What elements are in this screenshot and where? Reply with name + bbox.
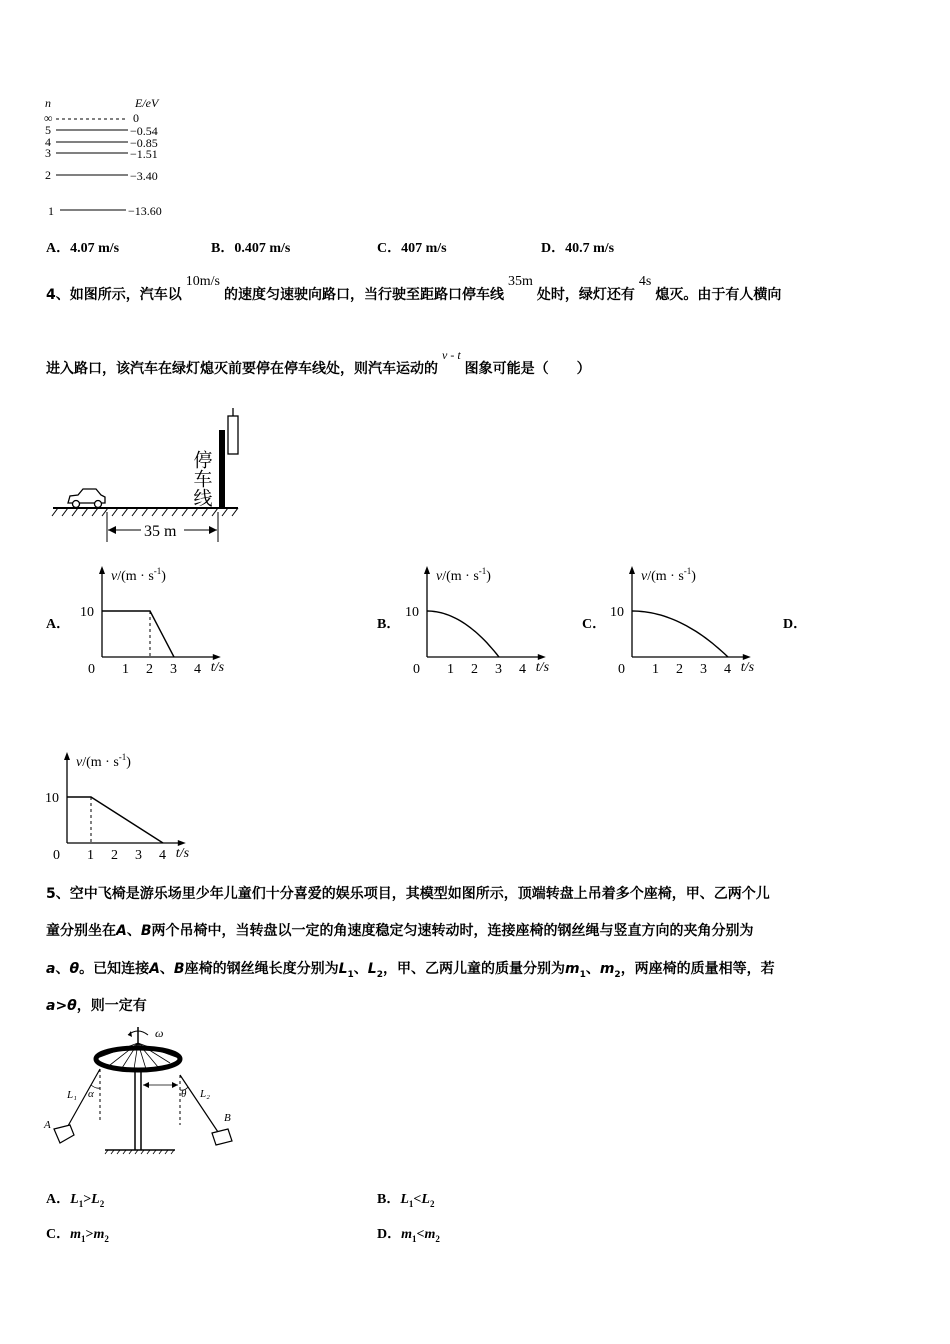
e-label: E/eV — [135, 96, 159, 110]
y-axis-arrow — [99, 566, 105, 574]
svg-text:−1.51: −1.51 — [130, 147, 158, 161]
svg-text:−0.85: −0.85 — [130, 136, 158, 150]
y-tick-label-10: 10 — [80, 605, 94, 620]
series-curve-B — [427, 611, 499, 657]
y-axis-label: $v/(m \cdot s^{-1})$ — [641, 566, 696, 584]
q4-option-c-letter[interactable]: C． — [582, 617, 607, 632]
x-tick-label-1: 1 — [447, 662, 454, 677]
vt-graph-a — [80, 562, 240, 682]
series-line-A — [102, 611, 174, 657]
series-curve-C — [632, 611, 728, 657]
svg-text:−0.54: −0.54 — [130, 124, 158, 138]
traffic-light-icon — [228, 408, 238, 454]
x-tick-label-3: 3 — [495, 662, 502, 677]
x-tick-label-3: 3 — [135, 848, 142, 863]
y-axis-label: $v/(m \cdot s^{-1})$ — [436, 566, 491, 584]
q5-stem-line1: 5、空中飞椅是游乐场里少年儿童们十分喜爱的娱乐项目，其模型如图所示，顶端转盘上吊着多个座椅，甲、乙两个儿 — [46, 886, 770, 902]
y-tick-label-10: 10 — [610, 605, 624, 620]
l1-label: L₁ — [67, 1089, 77, 1101]
x-tick-label-4: 4 — [159, 848, 166, 863]
q3-option-d[interactable]: D．40.7 m/s — [541, 241, 615, 256]
a-label: A — [44, 1119, 51, 1131]
level-inf — [44, 111, 139, 125]
x-tick-label-2: 2 — [676, 662, 683, 677]
x-tick-label-0: 0 — [88, 662, 95, 677]
svg-text:4: 4 — [45, 135, 51, 149]
vt-graph-c — [610, 562, 770, 682]
q5-option-d[interactable]: D．$m_1<m_2$ — [377, 1227, 440, 1244]
vt-graph-d — [45, 748, 205, 868]
x-tick-label-2: 2 — [146, 662, 153, 677]
level-1 — [48, 204, 162, 218]
omega-label: ω — [155, 1026, 164, 1040]
x-tick-label-2: 2 — [111, 848, 118, 863]
x-axis-label: t/s — [535, 660, 550, 675]
svg-text:5: 5 — [45, 123, 51, 137]
y-tick-label-10: 10 — [405, 605, 419, 620]
svg-text:∞: ∞ — [44, 111, 53, 125]
l2-label: L₂ — [200, 1088, 210, 1100]
x-axis-label: t/s — [740, 660, 755, 675]
x-tick-label-4: 4 — [724, 662, 731, 677]
x-axis-label: t/s — [210, 660, 225, 675]
q4-option-a-letter[interactable]: A． — [46, 617, 71, 632]
svg-text:1: 1 — [48, 204, 54, 218]
q4-stem-line2: 进入路口，该汽车在绿灯熄灭前要停在停车线处，则汽车运动的v - t图象可能是（ ） — [46, 348, 591, 377]
x-tick-label-4: 4 — [194, 662, 201, 677]
q5-option-c[interactable]: C．$m_1>m_2$ — [46, 1227, 109, 1244]
x-tick-label-0: 0 — [618, 662, 625, 677]
x-tick-label-1: 1 — [87, 848, 94, 863]
svg-text:0: 0 — [133, 111, 139, 125]
y-tick-label-10: 10 — [45, 791, 59, 806]
svg-text:−13.60: −13.60 — [128, 204, 162, 218]
q4-scene-figure — [48, 400, 248, 545]
q3-option-c[interactable]: C．407 m/s — [377, 241, 447, 256]
x-tick-label-1: 1 — [122, 662, 129, 677]
level-3 — [45, 146, 158, 161]
q3-option-a[interactable]: A．4.07 m/s — [46, 241, 120, 256]
q4-option-d-letter[interactable]: D． — [783, 617, 808, 632]
x-tick-label-4: 4 — [519, 662, 526, 677]
x-tick-label-0: 0 — [413, 662, 420, 677]
y-axis-arrow — [424, 566, 430, 574]
x-tick-label-0: 0 — [53, 848, 60, 863]
n-label: n — [45, 96, 51, 110]
series-line-D — [67, 797, 163, 843]
q3-option-b[interactable]: B．0.407 m/s — [211, 241, 291, 256]
alpha-label: α — [88, 1088, 94, 1100]
svg-text:3: 3 — [45, 146, 51, 160]
car-icon — [68, 489, 105, 508]
x-axis-label: t/s — [175, 846, 190, 861]
y-axis-arrow — [629, 566, 635, 574]
q5-stem-line4: a>θ，则一定有 — [46, 998, 147, 1014]
y-axis-label: $v/(m \cdot s^{-1})$ — [111, 566, 166, 584]
q5-stem-line2: 童分别坐在A、B两个吊椅中，当转盘以一定的角速度稳定匀速转动时，连接座椅的钢丝绳与竖直方向的夹角分别为 — [46, 923, 754, 939]
energy-level-diagram — [40, 95, 190, 225]
y-axis-label: $v/(m \cdot s^{-1})$ — [76, 752, 131, 770]
swing-ride-figure — [40, 1025, 250, 1160]
svg-text:−3.40: −3.40 — [130, 169, 158, 183]
theta-label: θ — [181, 1088, 187, 1100]
b-label: B — [224, 1112, 231, 1124]
y-axis-arrow — [64, 752, 70, 760]
q5-option-a[interactable]: A．$L_1>L_2$ — [46, 1192, 105, 1209]
stop-line-label: 停车线 — [190, 450, 212, 507]
vt-graph-b — [405, 562, 565, 682]
x-tick-label-1: 1 — [652, 662, 659, 677]
svg-text:2: 2 — [45, 168, 51, 182]
q4-option-b-letter[interactable]: B． — [377, 617, 401, 632]
q4-stem-line1: 4、如图所示，汽车以10m/s的速度匀速驶向路口，当行驶至距路口停车线35m处时，绿灯还有4s熄灭。由于有人横向 — [46, 274, 782, 303]
x-tick-label-3: 3 — [170, 662, 177, 677]
level-2 — [45, 168, 158, 183]
x-tick-label-3: 3 — [700, 662, 707, 677]
q5-stem-line3: a、θ。已知连接A、B座椅的钢丝绳长度分别为$L_1$、$L_2$，甲、乙两儿童的质量分别为$m_1$、$m_2$，两座椅的质量相等，若 — [46, 961, 775, 980]
q5-option-b[interactable]: B．$L_1<L_2$ — [377, 1192, 435, 1209]
distance-label: 35 m — [144, 523, 177, 540]
x-tick-label-2: 2 — [471, 662, 478, 677]
